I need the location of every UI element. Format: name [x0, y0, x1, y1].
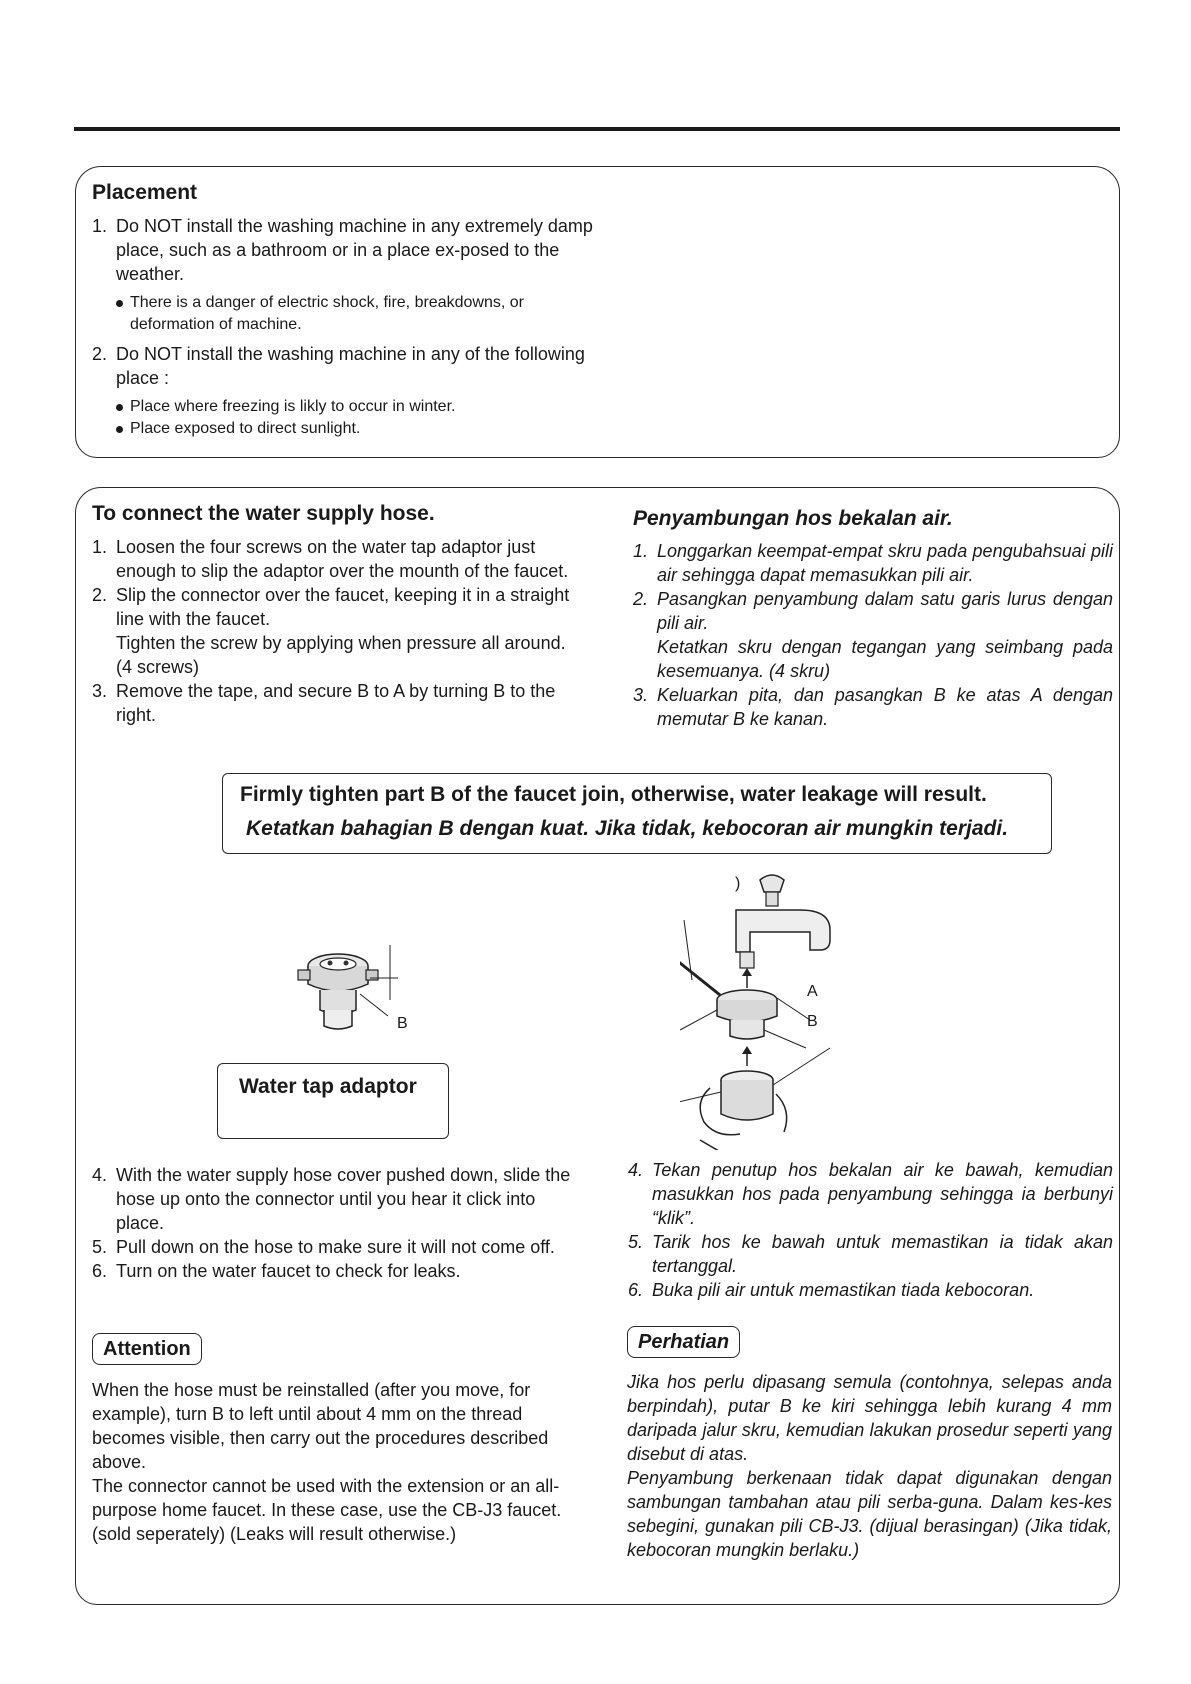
perhatian-p2: Penyambung berkenaan tidak dapat digunakan dengan sambungan tambahan atau pili serba-guna. Dalam kes-kes sebegini, gunakan pili CB-J3. (dijual berasingan) (Jika tidak, kebocoran mungkin berlaku.)	[627, 1468, 1112, 1560]
placement-item-1-num: 1.	[92, 216, 108, 236]
placement-item-2-bullet-1: Place where freezing is likly to occur in winter.	[116, 396, 586, 418]
step-num: 6.	[628, 1280, 644, 1300]
attention-p1: When the hose must be reinstalled (after you move, for example), turn B to left until about 4 mm on the thread becomes visible, then carry out the procedures described above.	[92, 1380, 549, 1472]
perhatian-p1: Jika hos perlu dipasang semula (contohnya, selepas anda berpindah), putar B ke kiri sehingga lebih kurang 4 mm daripada jalur skru, kemudian lakukan prosedur seperti yang disebut di atas.	[627, 1372, 1112, 1464]
step-text: Tekan penutup hos bekalan air ke bawah, kemudian masukkan hos pada penyambung sehingga ia berbunyi “klik”.	[652, 1160, 1113, 1228]
steps-ms-2	[628, 1158, 1113, 1302]
label-b-left: B	[397, 1015, 408, 1032]
connect-en-title: To connect the water supply hose.	[92, 502, 435, 525]
step-text: Turn on the water faucet to check for leaks.	[116, 1261, 461, 1281]
step-text: Remove the tape, and secure B to A by turning B to the right.	[116, 681, 556, 725]
placement-item-1	[92, 214, 602, 336]
warning-ms: Ketatkan bahagian B dengan kuat. Jika tidak, kebocoran air mungkin terjadi.	[246, 817, 1009, 840]
step-text: With the water supply hose cover pushed down, slide the hose up onto the connector until you hear it click into place.	[116, 1165, 571, 1233]
step-text: Longgarkan keempat-empat skru pada pengubahsuai pili air sehingga dapat memasukkan pili air.	[657, 541, 1113, 585]
placement-title: Placement	[92, 181, 198, 204]
placement-item-1-text: Do NOT install the washing machine in any extremely damp place, such as a bathroom or in a place ex-posed to the weather.	[116, 216, 593, 284]
steps-en-2	[92, 1163, 582, 1283]
step-num: 2.	[92, 585, 108, 605]
connect-en-steps	[92, 535, 572, 727]
step-text-2: Tighten the screw by applying when pressure all around. (4 screws)	[116, 633, 566, 677]
label-a: A	[807, 983, 818, 1000]
connect-en-step-2	[92, 583, 572, 679]
connect-ms-title: Penyambungan hos bekalan air.	[633, 507, 953, 530]
step-ms-4	[628, 1158, 1113, 1230]
placement-item-2-num: 2.	[92, 344, 108, 364]
step-num: 3.	[92, 681, 108, 701]
step-ms-5	[628, 1230, 1113, 1278]
attention-title: Attention	[92, 1333, 202, 1365]
connect-en-step-1	[92, 535, 572, 583]
label-b-right: B	[807, 1013, 818, 1030]
adaptor-label: Water tap adaptor	[239, 1075, 417, 1098]
step-text: Pasangkan penyambung dalam satu garis lurus dengan pili air.	[657, 589, 1113, 633]
adaptor-label-box	[217, 1063, 449, 1139]
placement-item-2	[92, 342, 586, 440]
placement-item-1-bullet: There is a danger of electric shock, fire, breakdowns, or deformation of machine.	[116, 292, 570, 336]
step-text: Loosen the four screws on the water tap adaptor just enough to slip the adaptor over the mounth of the faucet.	[116, 537, 569, 581]
step-text: Buka pili air untuk memastikan tiada kebocoran.	[652, 1280, 1035, 1300]
step-text: Pull down on the hose to make sure it will not come off.	[116, 1237, 555, 1257]
connect-ms-steps	[633, 539, 1113, 731]
step-num: 4.	[628, 1160, 644, 1180]
label-a-box	[805, 978, 825, 1002]
step-num: 3.	[633, 685, 649, 705]
step-en-5	[92, 1235, 582, 1259]
connect-ms-step-2	[633, 587, 1113, 683]
step-num: 6.	[92, 1261, 108, 1281]
step-num: 1.	[92, 537, 108, 557]
label-b-right-box	[805, 1008, 825, 1032]
step-en-6	[92, 1259, 582, 1283]
step-num: 5.	[628, 1232, 644, 1252]
step-ms-6	[628, 1278, 1113, 1302]
step-text: Slip the connector over the faucet, keeping it in a straight line with the faucet.	[116, 585, 570, 629]
warning-en: Firmly tighten part B of the faucet join, otherwise, water leakage will result.	[240, 783, 987, 806]
label-paren-box	[733, 870, 753, 896]
top-rule	[74, 127, 1120, 131]
connect-ms-step-3	[633, 683, 1113, 731]
connect-en-step-3	[92, 679, 572, 727]
label-paren: )	[735, 875, 741, 892]
perhatian-title: Perhatian	[627, 1326, 740, 1358]
placement-list	[92, 214, 602, 446]
step-text-2: Ketatkan skru dengan tegangan yang seimbang pada kesemuanya. (4 skru)	[657, 637, 1113, 681]
step-num: 2.	[633, 589, 649, 609]
step-en-4	[92, 1163, 582, 1235]
attention-p2: The connector cannot be used with the extension or an all-purpose home faucet. In these case, use the CB-J3 faucet. (sold seperately) (Leaks will result otherwise.)	[92, 1476, 562, 1544]
placement-item-2-bullet-2: Place exposed to direct sunlight.	[116, 418, 586, 440]
label-b-left-box	[395, 1010, 415, 1034]
step-text: Keluarkan pita, dan pasangkan B ke atas A dengan memutar B ke kanan.	[657, 685, 1113, 729]
step-num: 4.	[92, 1165, 108, 1185]
step-text: Tarik hos ke bawah untuk memastikan ia tidak akan tertanggal.	[652, 1232, 1113, 1276]
step-num: 1.	[633, 541, 649, 561]
warning-box	[222, 773, 1052, 854]
placement-item-2-text: Do NOT install the washing machine in any of the following place :	[116, 344, 585, 388]
connect-ms-step-1	[633, 539, 1113, 587]
step-num: 5.	[92, 1237, 108, 1257]
